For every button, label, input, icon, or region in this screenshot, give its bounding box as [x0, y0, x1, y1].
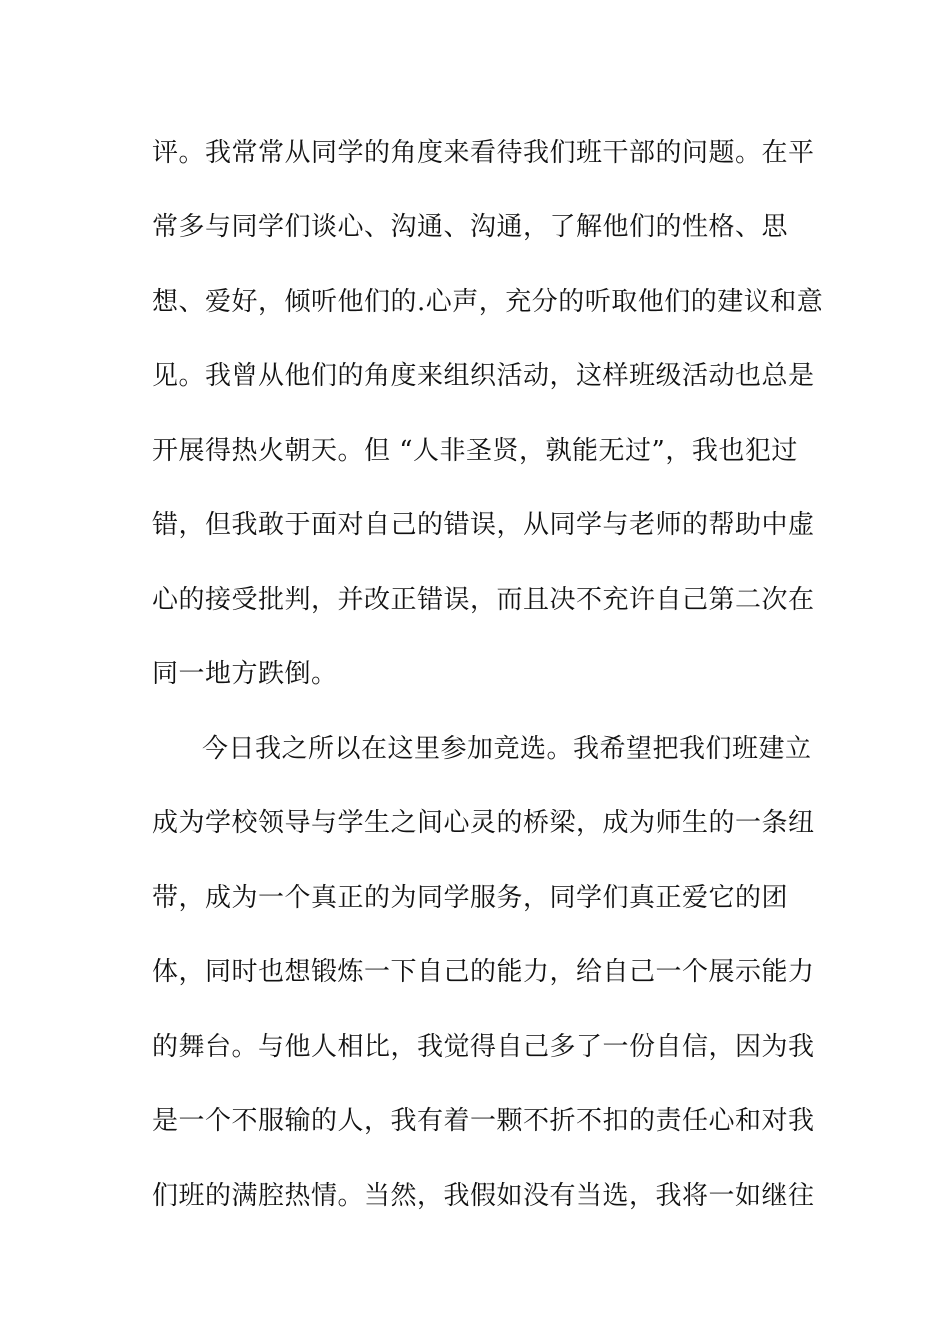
text-line: 体，同时也想锻炼一下自己的能力，给自己一个展示能力 [152, 957, 815, 987]
text-line: 错，但我敢于面对自己的错误，从同学与老师的帮助中虚 [152, 510, 815, 540]
text-line: 带，成为一个真正的为同学服务，同学们真正爱它的团 [152, 883, 789, 913]
text-line: 是一个不服输的人，我有着一颗不折不扣的责任心和对我 [152, 1106, 815, 1136]
text-line: 见。我曾从他们的角度来组织活动，这样班级活动也总是 [152, 361, 815, 391]
text-line: 想、爱好，倾听他们的.心声，充分的听取他们的建议和意 [152, 287, 824, 317]
text-line: 们班的满腔热情。当然，我假如没有当选，我将一如继往 [152, 1181, 815, 1211]
text-line: 同一地方跌倒。 [152, 659, 338, 689]
text-line: 心的接受批判，并改正错误，而且决不充许自己第二次在 [152, 585, 815, 615]
text-line: 的舞台。与他人相比，我觉得自己多了一份自信，因为我 [152, 1032, 815, 1062]
text-line: 常多与同学们谈心、沟通、沟通，了解他们的性格、思 [152, 212, 789, 242]
text-line: 开展得热火朝天。但 “人非圣贤，孰能无过”，我也犯过 [152, 436, 798, 466]
text-line: 成为学校领导与学生之间心灵的桥梁，成为师生的一条纽 [152, 808, 815, 838]
text-line: 评。我常常从同学的角度来看待我们班干部的问题。在平 [152, 138, 815, 168]
paragraph-first-line: 今日我之所以在这里参加竞选。我希望把我们班建立 [202, 734, 812, 764]
